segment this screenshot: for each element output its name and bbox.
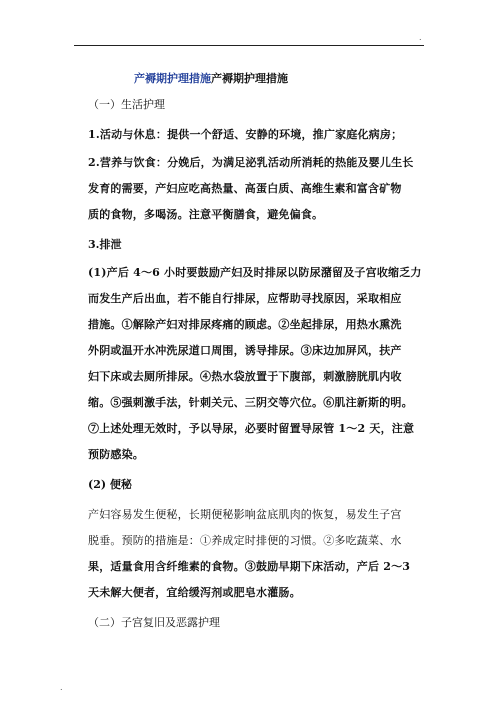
- document-title: [134, 70, 288, 86]
- section-heading-uterus-care: （二）子宫复旧及恶露护理: [88, 616, 220, 629]
- paragraph-urination-line: 缩。⑤强刺激手法，针刺关元、三阴交等穴位。⑥肌注新斯的明。: [88, 396, 413, 409]
- paragraph-nutrition-line: 2.营养与饮食：分娩后，为满足泌乳活动所消耗的热能及婴儿生长: [88, 156, 414, 169]
- paragraph-nutrition-line: 发育的需要，产妇应吃高热量、高蛋白质、高维生素和富含矿物: [88, 182, 402, 195]
- subheading-excretion: 3.排泄: [88, 238, 122, 251]
- paragraph-urination-line: (1)产后 4～6 小时要鼓励产妇及时排尿以防尿潴留及子宫收缩乏力: [88, 266, 422, 279]
- header-rule: [74, 45, 424, 46]
- paragraph-urination-line: 而发生产后出血，若不能自行排尿，应帮助寻找原因，采取相应: [88, 292, 402, 305]
- paragraph-constipation-line: 产妇容易发生便秘，长期便秘影响盆底肌肉的恢复，易发生子宫: [88, 508, 402, 521]
- paragraph-constipation-line: 果，适量食用含纤维素的食物。③鼓励早期下床活动，产后 2～3: [88, 560, 411, 573]
- paragraph-urination-line: 措施。①解除产妇对排尿疼痛的顾虑。②坐起排尿，用热水熏洗: [88, 318, 402, 331]
- paragraph-nutrition-line: 质的食物，多喝汤。注意平衡膳食，避免偏食。: [88, 208, 324, 221]
- footer-dot: .: [60, 683, 63, 692]
- title-link-text[interactable]: 产褥期护理措施: [134, 72, 211, 85]
- paragraph-activity-rest: 1.活动与休息：提供一个舒适、安静的环境，推广家庭化病房；: [88, 128, 403, 141]
- paragraph-urination-line: 妇下床或去厕所排尿。④热水袋放置于下腹部，刺激膀胱肌内收: [88, 370, 402, 383]
- subheading-constipation: (2) 便秘: [88, 478, 132, 491]
- paragraph-urination-line: ⑦上述处理无效时，予以导尿，必要时留置导尿管 1～2 天，注意: [88, 422, 415, 435]
- paragraph-constipation-line: 脱垂。预防的措施是：①养成定时排便的习惯。②多吃蔬菜、水: [88, 534, 402, 547]
- section-heading-life-care: （一）生活护理: [88, 98, 165, 111]
- title-text: 产褥期护理措施: [211, 72, 288, 85]
- paragraph-urination-line: 预防感染。: [88, 448, 144, 461]
- paragraph-urination-line: 外阴或温开水冲洗尿道口周围，诱导排尿。③床边加屏风，扶产: [88, 344, 402, 357]
- header-dot: .: [419, 33, 422, 42]
- paragraph-constipation-line: 天未解大便者，宜给缓泻剂或肥皂水灌肠。: [88, 586, 301, 599]
